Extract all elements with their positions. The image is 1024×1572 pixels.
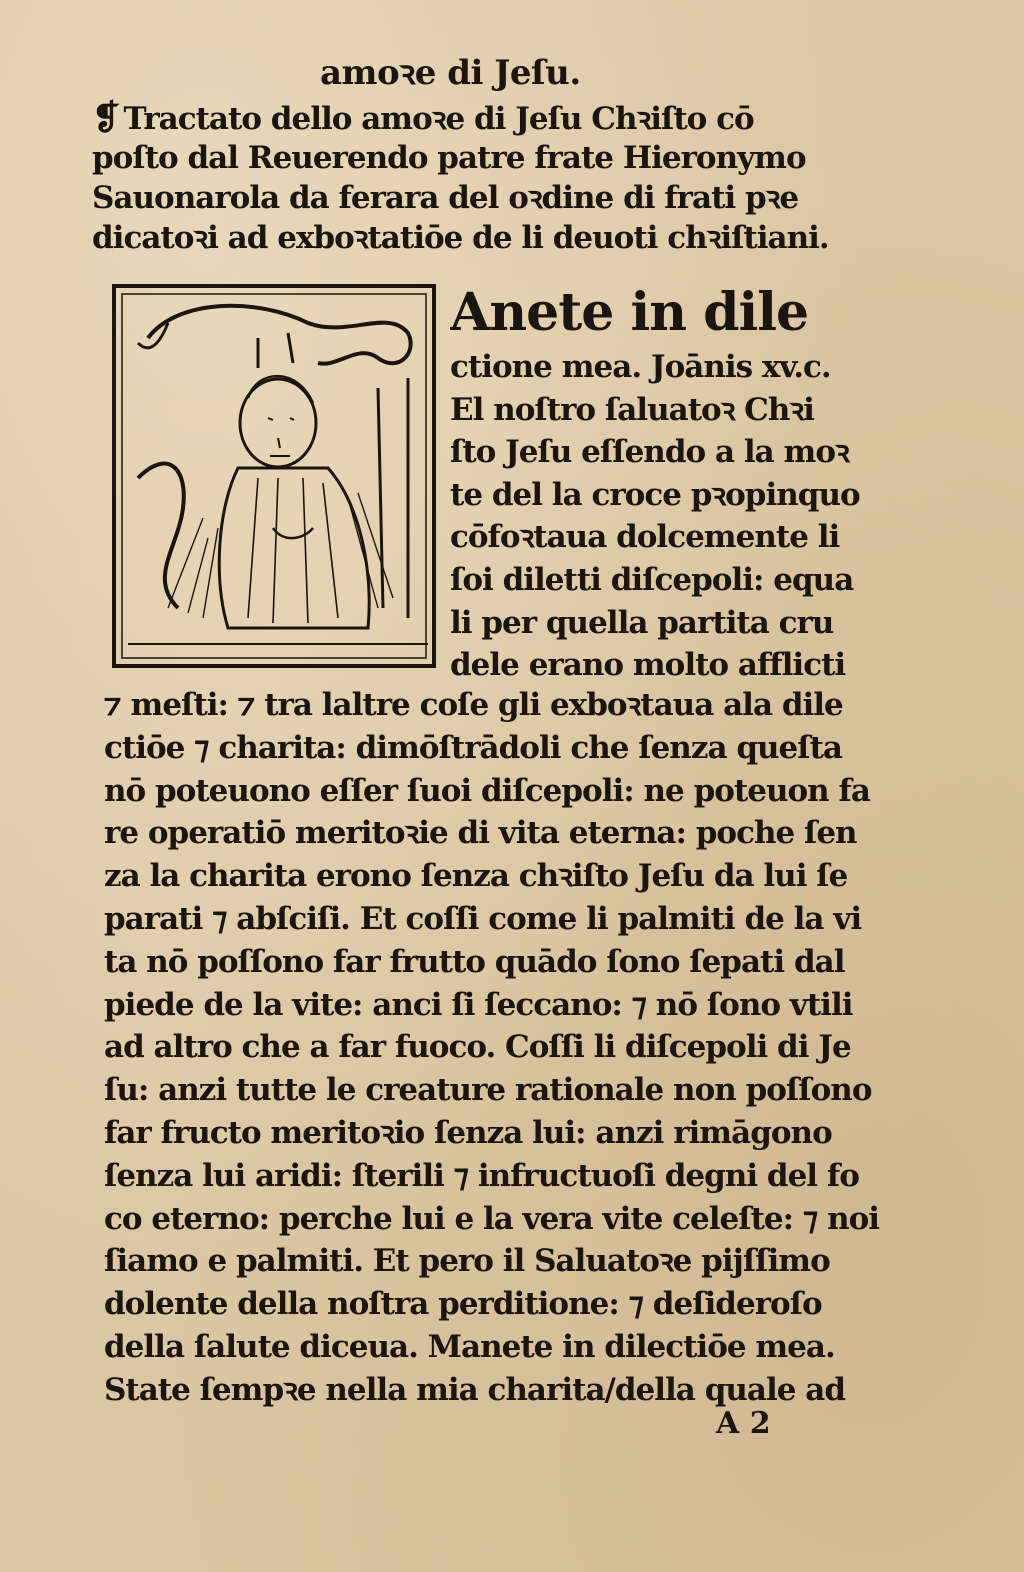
text-line: El noſtro ſaluatoꝛ Chꝛi <box>450 391 814 428</box>
text-line: ad altro che a far fuoco. Coſſi li diſcepoli di Je <box>104 1029 851 1066</box>
text-line: ſu: anzi tutte le creature rationale non poſſono <box>104 1072 872 1109</box>
body-text <box>104 684 894 1412</box>
pilcrow-mark: ❡ <box>92 98 120 138</box>
treatise-title <box>92 98 892 258</box>
text-line: za la charita erono ſenza chꝛiſto Jeſu da lui ſe <box>104 858 848 895</box>
text-line: dele erano molto afflicti <box>450 647 846 684</box>
text-line: ſoi diletti diſcepoli: equa <box>450 561 854 598</box>
text-line: dolente della noſtra perditione: ⁊ deſideroſo <box>104 1286 822 1323</box>
text-line: della ſalute diceua. Manete in dilectiōe mea. <box>104 1328 835 1365</box>
text-line: co eterno: perche lui e la vera vite celeſte: ⁊ noi <box>104 1200 880 1237</box>
text-line: cōfoꝛtaua dolcemente li <box>450 519 840 556</box>
title-line: Sauonarola da ferara del oꝛdine di frati pꝛe <box>92 180 799 216</box>
title-line: poſto dal Reuerendo patre frate Hieronymo <box>92 140 806 176</box>
text-line: ctione mea. Joānis xv.c. <box>450 349 831 385</box>
incipit-line: Anete in dile <box>450 282 809 343</box>
text-line: ſiamo e palmiti. Et pero il Saluatoꝛe pijſſimo <box>104 1243 830 1280</box>
saint-figure-woodcut-icon <box>108 278 440 674</box>
text-line: te del la croce pꝛopinquo <box>450 476 860 513</box>
text-line: piede de la vite: anci ſi ſeccano: ⁊ nō ſono vtili <box>104 986 853 1023</box>
title-line <box>92 98 892 138</box>
text-line: ſto Jeſu eſſendo a la moꝛ <box>450 434 849 471</box>
title-text: Tractato dello amoꝛe di Jeſu Chꝛiſto cō <box>123 101 754 137</box>
title-line: dicatoꝛi ad exboꝛtatiōe de li deuoti chꝛiſtiani. <box>92 220 829 256</box>
text-line: ta nō poſſono far frutto quādo ſono ſepati dal <box>104 943 845 980</box>
text-line: ctiōe ⁊ charita: dimōſtrādoli che ſenza queſta <box>104 729 843 766</box>
text-line: li per quella partita cru <box>450 604 834 641</box>
text-line: parati ⁊ abſciſi. Et coſſi come li palmiti de la vi <box>104 900 862 937</box>
signature-mark: A 2 <box>716 1406 771 1441</box>
text-line: ſenza lui aridi: ſterili ⁊ infructuoſi degni del fo <box>104 1157 859 1194</box>
text-line: far fructo meritoꝛio ſenza lui: anzi rimāgono <box>104 1114 832 1151</box>
opening-passage <box>450 280 890 687</box>
running-head: amoꝛe di Jeſu. <box>320 53 581 93</box>
text-line: State ſempꝛe nella mia charita/della quale ad <box>104 1371 846 1408</box>
text-line: ⁊ meſti: ⁊ tra laltre coſe gli exboꝛtaua ala dile <box>104 687 843 723</box>
text-line: nō poteuono eſſer ſuoi diſcepoli: ne poteuon fa <box>104 772 870 809</box>
text-line: re operatiō meritoꝛie di vita eterna: poche ſen <box>104 815 857 852</box>
woodcut-initial-illustration <box>108 278 440 674</box>
